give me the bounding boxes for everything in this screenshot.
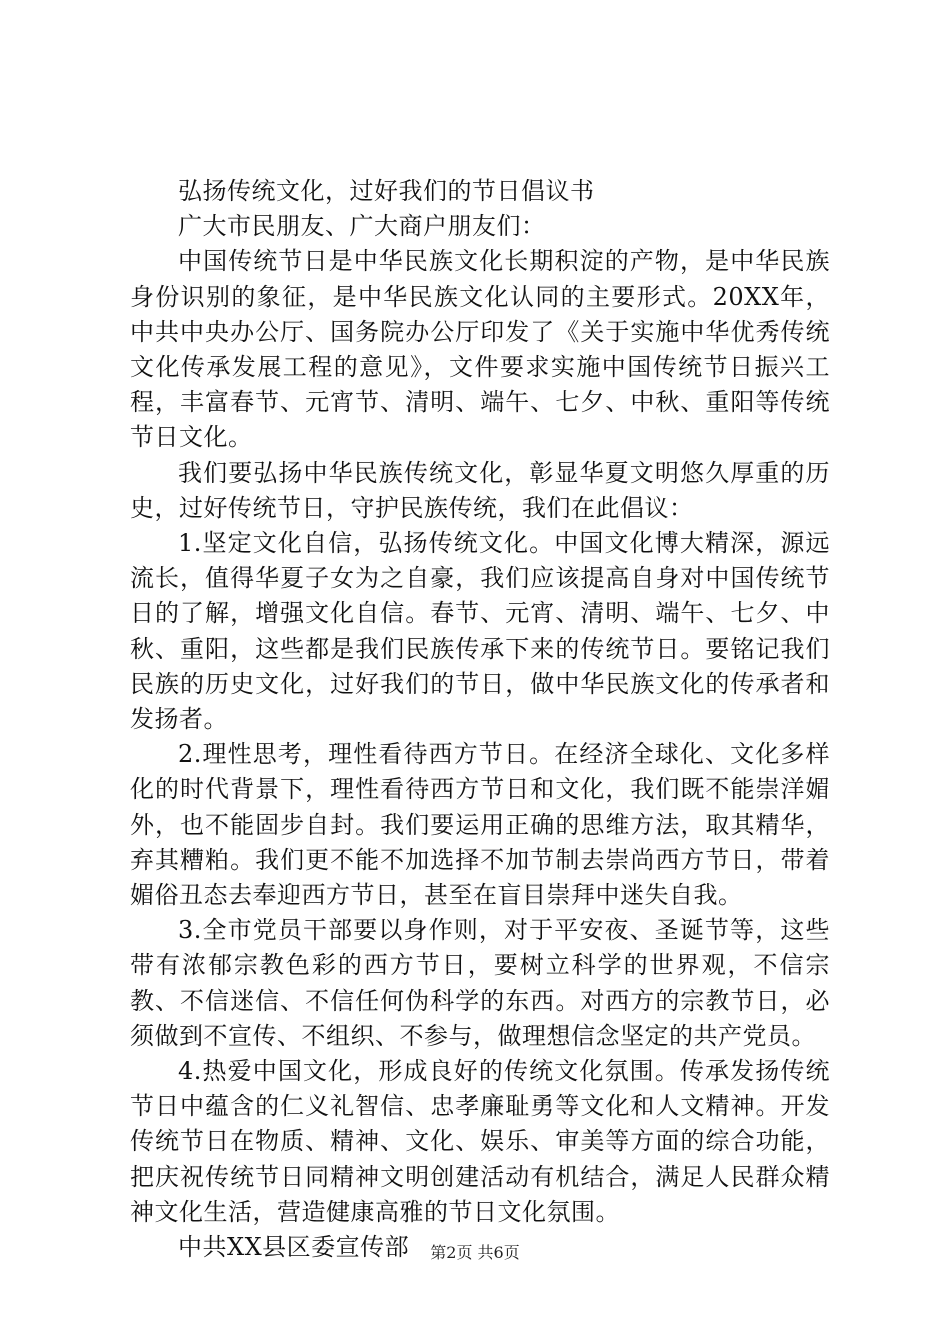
- paragraph-intro: 中国传统节日是中华民族文化长期积淀的产物，是中华民族身份识别的象征，是中华民族文化认同的主要形式。20XX年，中共中央办公厅、国务院办公厅印发了《关于实施中华优秀传统文化传承发展工程的意见》，文件要求实施中国传统节日振兴工程，丰富春节、元宵节、清明、端午、七夕、中秋、重阳等传统节日文化。: [130, 247, 830, 452]
- paragraph-item-3: 3.全市党员干部要以身作则，对于平安夜、圣诞节等，这些带有浓郁宗教色彩的西方节日，要树立科学的世界观，不信宗教、不信迷信、不信任何伪科学的东西。对西方的宗教节日，必须做到不宣传、不组织、不参与，做理想信念坚定的共产党员。: [130, 916, 830, 1050]
- document-body: [130, 174, 830, 1265]
- signature: 中共XX县区委宣传部: [178, 1233, 410, 1262]
- salutation: 广大市民朋友、广大商户朋友们：: [178, 212, 546, 241]
- paragraph-item-2: 2.理性思考，理性看待西方节日。在经济全球化、文化多样化的时代背景下，理性看待西方节日和文化，我们既不能崇洋媚外，也不能固步自封。我们要运用正确的思维方法，取其精华，弃其糟粕。我们更不能不加选择不加节制去崇尚西方节日，带着媚俗丑态去奉迎西方节日，甚至在盲目崇拜中迷失自我。: [130, 740, 830, 910]
- paragraph-item-1: 1.坚定文化自信，弘扬传统文化。中国文化博大精深，源远流长，值得华夏子女为之自豪，我们应该提高自身对中国传统节日的了解，增强文化自信。春节、元宵、清明、端午、七夕、中秋、重阳，这些都是我们民族传承下来的传统节日。要铭记我们民族的历史文化，过好我们的节日，做中华民族文化的传承者和发扬者。: [130, 529, 830, 734]
- document-title: 弘扬传统文化，过好我们的节日倡议书: [178, 177, 595, 205]
- paragraph-item-4: 4.热爱中国文化，形成良好的传统文化氛围。传承发扬传统节日中蕴含的仁义礼智信、忠孝廉耻勇等文化和人文精神。开发传统节日在物质、精神、文化、娱乐、审美等方面的综合功能，把庆祝传统节日同精神文明创建活动有机结合，满足人民群众精神文化生活，营造健康高雅的节日文化氛围。: [130, 1057, 830, 1226]
- page-footer: 第2页 共6页: [430, 1243, 520, 1262]
- paragraph-proposal: 我们要弘扬中华民族传统文化，彰显华夏文明悠久厚重的历史，过好传统节日，守护民族传统，我们在此倡议：: [130, 458, 830, 522]
